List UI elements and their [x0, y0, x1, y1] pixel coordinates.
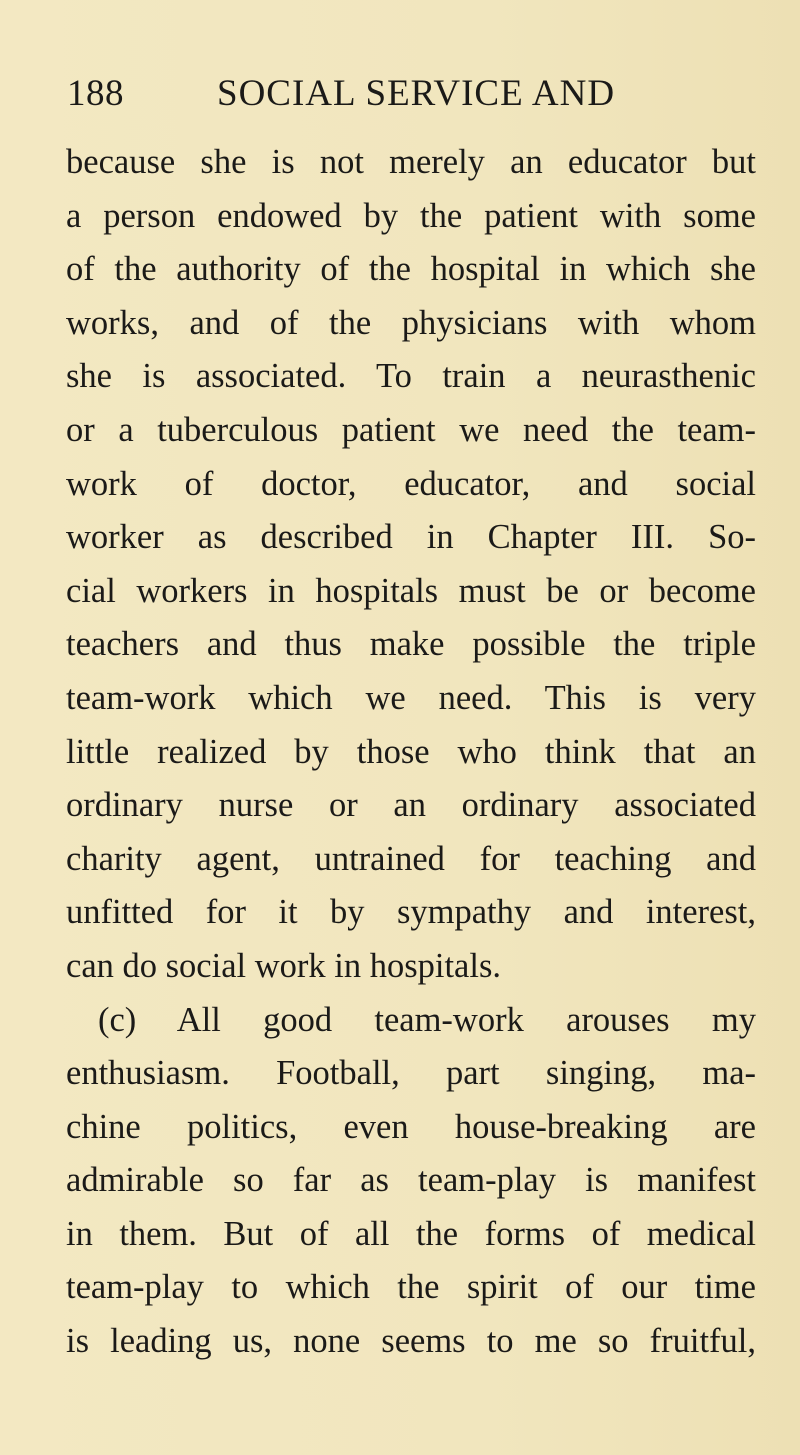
text-line: she is associated. To train a neurasthenic: [66, 357, 756, 396]
page-header: [67, 72, 687, 122]
text-line: teachers and thus make possible the triple: [66, 625, 756, 664]
text-line: charity agent, untrained for teaching and: [66, 839, 756, 878]
paragraph-start-line: (c) All good team-work arouses my: [98, 1000, 756, 1039]
text-line: works, and of the physicians with whom: [66, 303, 756, 342]
text-line: or a tuberculous patient we need the team-: [66, 410, 756, 449]
text-line: worker as described in Chapter III. So-: [66, 518, 756, 557]
page-number: 188: [67, 73, 124, 114]
text-line: a person endowed by the patient with some: [66, 196, 756, 235]
body-text: [66, 136, 756, 1369]
text-line: is leading us, none seems to me so fruitful,: [66, 1322, 756, 1361]
text-line: work of doctor, educator, and social: [66, 464, 756, 503]
text-line: of the authority of the hospital in which she: [66, 250, 756, 289]
text-line: ordinary nurse or an ordinary associated: [66, 786, 756, 825]
text-line: unfitted for it by sympathy and interest,: [66, 893, 756, 932]
text-line: cial workers in hospitals must be or become: [66, 571, 756, 610]
text-line: team-work which we need. This is very: [66, 678, 756, 717]
text-line: admirable so far as team-play is manifest: [66, 1161, 756, 1200]
running-title: SOCIAL SERVICE AND: [217, 73, 616, 114]
text-line: in them. But of all the forms of medical: [66, 1214, 756, 1253]
text-line: enthusiasm. Football, part singing, ma-: [66, 1054, 756, 1093]
text-line: chine politics, even house-breaking are: [66, 1107, 756, 1146]
paragraph-end-line: can do social work in hospitals.: [66, 946, 502, 985]
text-line: because she is not merely an educator but: [66, 143, 756, 181]
text-line: little realized by those who think that an: [66, 732, 756, 771]
text-line: team-play to which the spirit of our time: [66, 1268, 756, 1307]
